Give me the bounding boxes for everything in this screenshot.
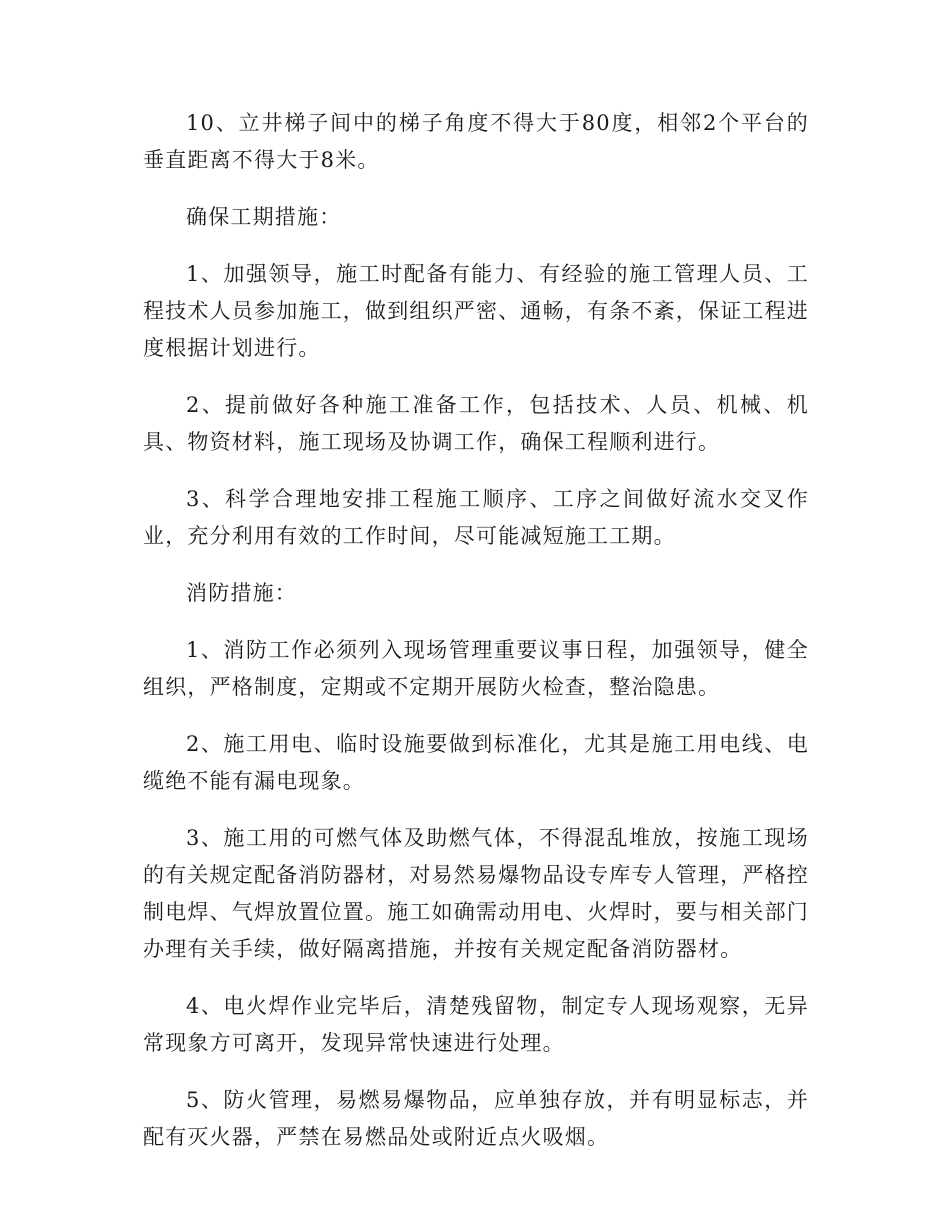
paragraph-fire-1: 1、消防工作必须列入现场管理重要议事日程，加强领导，健全组织，严格制度，定期或不定期开展防火检查，整治隐患。 bbox=[143, 638, 809, 699]
paragraph-fire-3: 3、施工用的可燃气体及助燃气体，不得混乱堆放，按施工现场的有关规定配备消防器材，对易然易爆物品设专库专人管理，严格控制电焊、气焊放置位置。施工如确需动用电、火焊时，要与相关部门办理有关手续，做好隔离措施，并按有关规定配备消防器材。 bbox=[143, 826, 809, 961]
paragraph-schedule-2: 2、提前做好各种施工准备工作，包括技术、人员、机械、机具、物资材料，施工现场及协调工作，确保工程顺利进行。 bbox=[143, 393, 809, 454]
paragraph-ladder-rule: 10、立井梯子间中的梯子角度不得大于80度，相邻2个平台的垂直距离不得大于8米。 bbox=[143, 111, 809, 172]
section-heading-fire: 消防措施： bbox=[186, 581, 297, 605]
document-body bbox=[143, 105, 809, 1176]
paragraph-fire-2: 2、施工用电、临时设施要做到标准化，尤其是施工用电线、电缆绝不能有漏电现象。 bbox=[143, 732, 809, 793]
paragraph-fire-4: 4、电火焊作业完毕后，清楚残留物，制定专人现场观察，无异常现象方可离开，发现异常快速进行处理。 bbox=[143, 994, 809, 1055]
paragraph-schedule-3: 3、科学合理地安排工程施工顺序、工序之间做好流水交叉作业，充分利用有效的工作时间，尽可能减短施工工期。 bbox=[143, 487, 809, 548]
section-heading-schedule: 确保工期措施： bbox=[186, 205, 342, 229]
paragraph-schedule-1: 1、加强领导，施工时配备有能力、有经验的施工管理人员、工程技术人员参加施工，做到组织严密、通畅，有条不紊，保证工程进度根据计划进行。 bbox=[143, 262, 809, 360]
paragraph-fire-5: 5、防火管理，易燃易爆物品，应单独存放，并有明显标志，并配有灭火器，严禁在易燃品处或附近点火吸烟。 bbox=[143, 1088, 809, 1149]
